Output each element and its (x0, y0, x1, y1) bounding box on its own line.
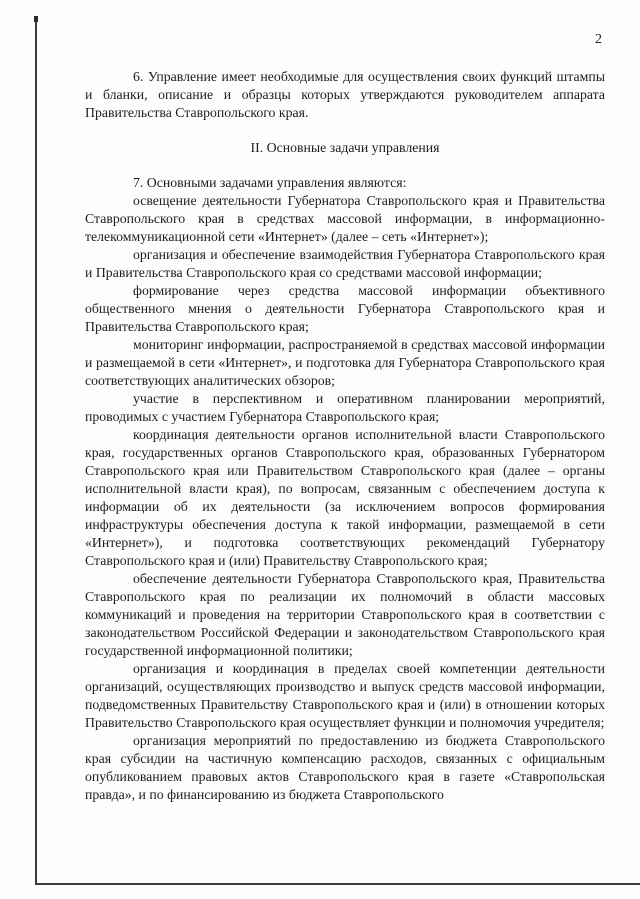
task-item-planning: участие в перспективном и оперативном планировании мероприятий, проводимых с участием Губернатора Ставропольского края; (85, 391, 605, 424)
page-number-value: 2 (595, 32, 602, 47)
paragraph-clause-6: 6. Управление имеет необходимые для осуществления своих функций штампы и бланки, описание и образцы которых утверждаются руководителем аппарата Правительства Ставропольского края. (85, 69, 605, 120)
task-item-public-opinion: формирование через средства массовой информации объективного общественного мнения о деятельности Губернатора Ставропольского края и Правительства Ставропольского края; (85, 283, 605, 334)
task-item-coordination: координация деятельности органов исполнительной власти Ставропольского края, государственных органов Ставропольского края, образованных Губернатором Ставропольского края или Правительством Ставропольского края (далее – органы исполнительной власти края), по вопросам, связанным с обеспечением доступа к информации об их деятельности (за исключением вопросов формирования инфраструктуры обеспечения доступа к такой информации, размещаемой в сети «Интернет»), и подготовка соответствующих рекомендаций Губернатору Ставропольского края и (или) Правительству Ставропольского края; (85, 427, 605, 568)
section-heading: II. Основные задачи управления (250, 140, 440, 155)
paragraph-clause-7-intro: 7. Основными задачами управления являются: (133, 175, 407, 190)
task-item-media-organizations: организация и координация в пределах своей компетенции деятельности организаций, осуществляющих производство и выпуск средств массовой информации, подведомственных Правительству Ставропольского края и (или) в отношении которых Правительство Ставропольского края осуществляет функции и полномочия учредителя; (85, 661, 605, 730)
task-item-budget-subsidy: организация мероприятий по предоставлению из бюджета Ставропольского края субсидии на частичную компенсацию расходов, связанных с официальным опубликованием правовых актов Ставропольского края в газете «Ставропольская правда», и по финансированию из бюджета Ставропольского (85, 733, 605, 802)
task-item-information-policy: обеспечение деятельности Губернатора Ставропольского края, Правительства Ставропольского края по реализации их полномочий в области массовых коммуникаций и проведения на территории Ставропольского края в соответствии с законодательством Российской Федерации и законодательством Ставропольского края государственной информационной политики; (85, 571, 605, 658)
task-item-media-coverage: освещение деятельности Губернатора Ставропольского края и Правительства Ставропольского края в средствах массовой информации, в информационно-телекоммуникационной сети «Интернет» (далее – сеть «Интернет»); (85, 193, 605, 244)
scan-edge-bottom (35, 883, 640, 885)
page-number (595, 32, 602, 48)
document-content (85, 68, 605, 804)
scan-edge-left (35, 16, 37, 884)
task-item-interaction: организация и обеспечение взаимодействия Губернатора Ставропольского края и Правительства Ставропольского края со средствами массовой информации; (85, 247, 605, 280)
task-item-monitoring: мониторинг информации, распространяемой в средствах массовой информации и размещаемой в сети «Интернет», и подготовка для Губернатора Ставропольского края соответствующих аналитических обзоров; (85, 337, 605, 388)
